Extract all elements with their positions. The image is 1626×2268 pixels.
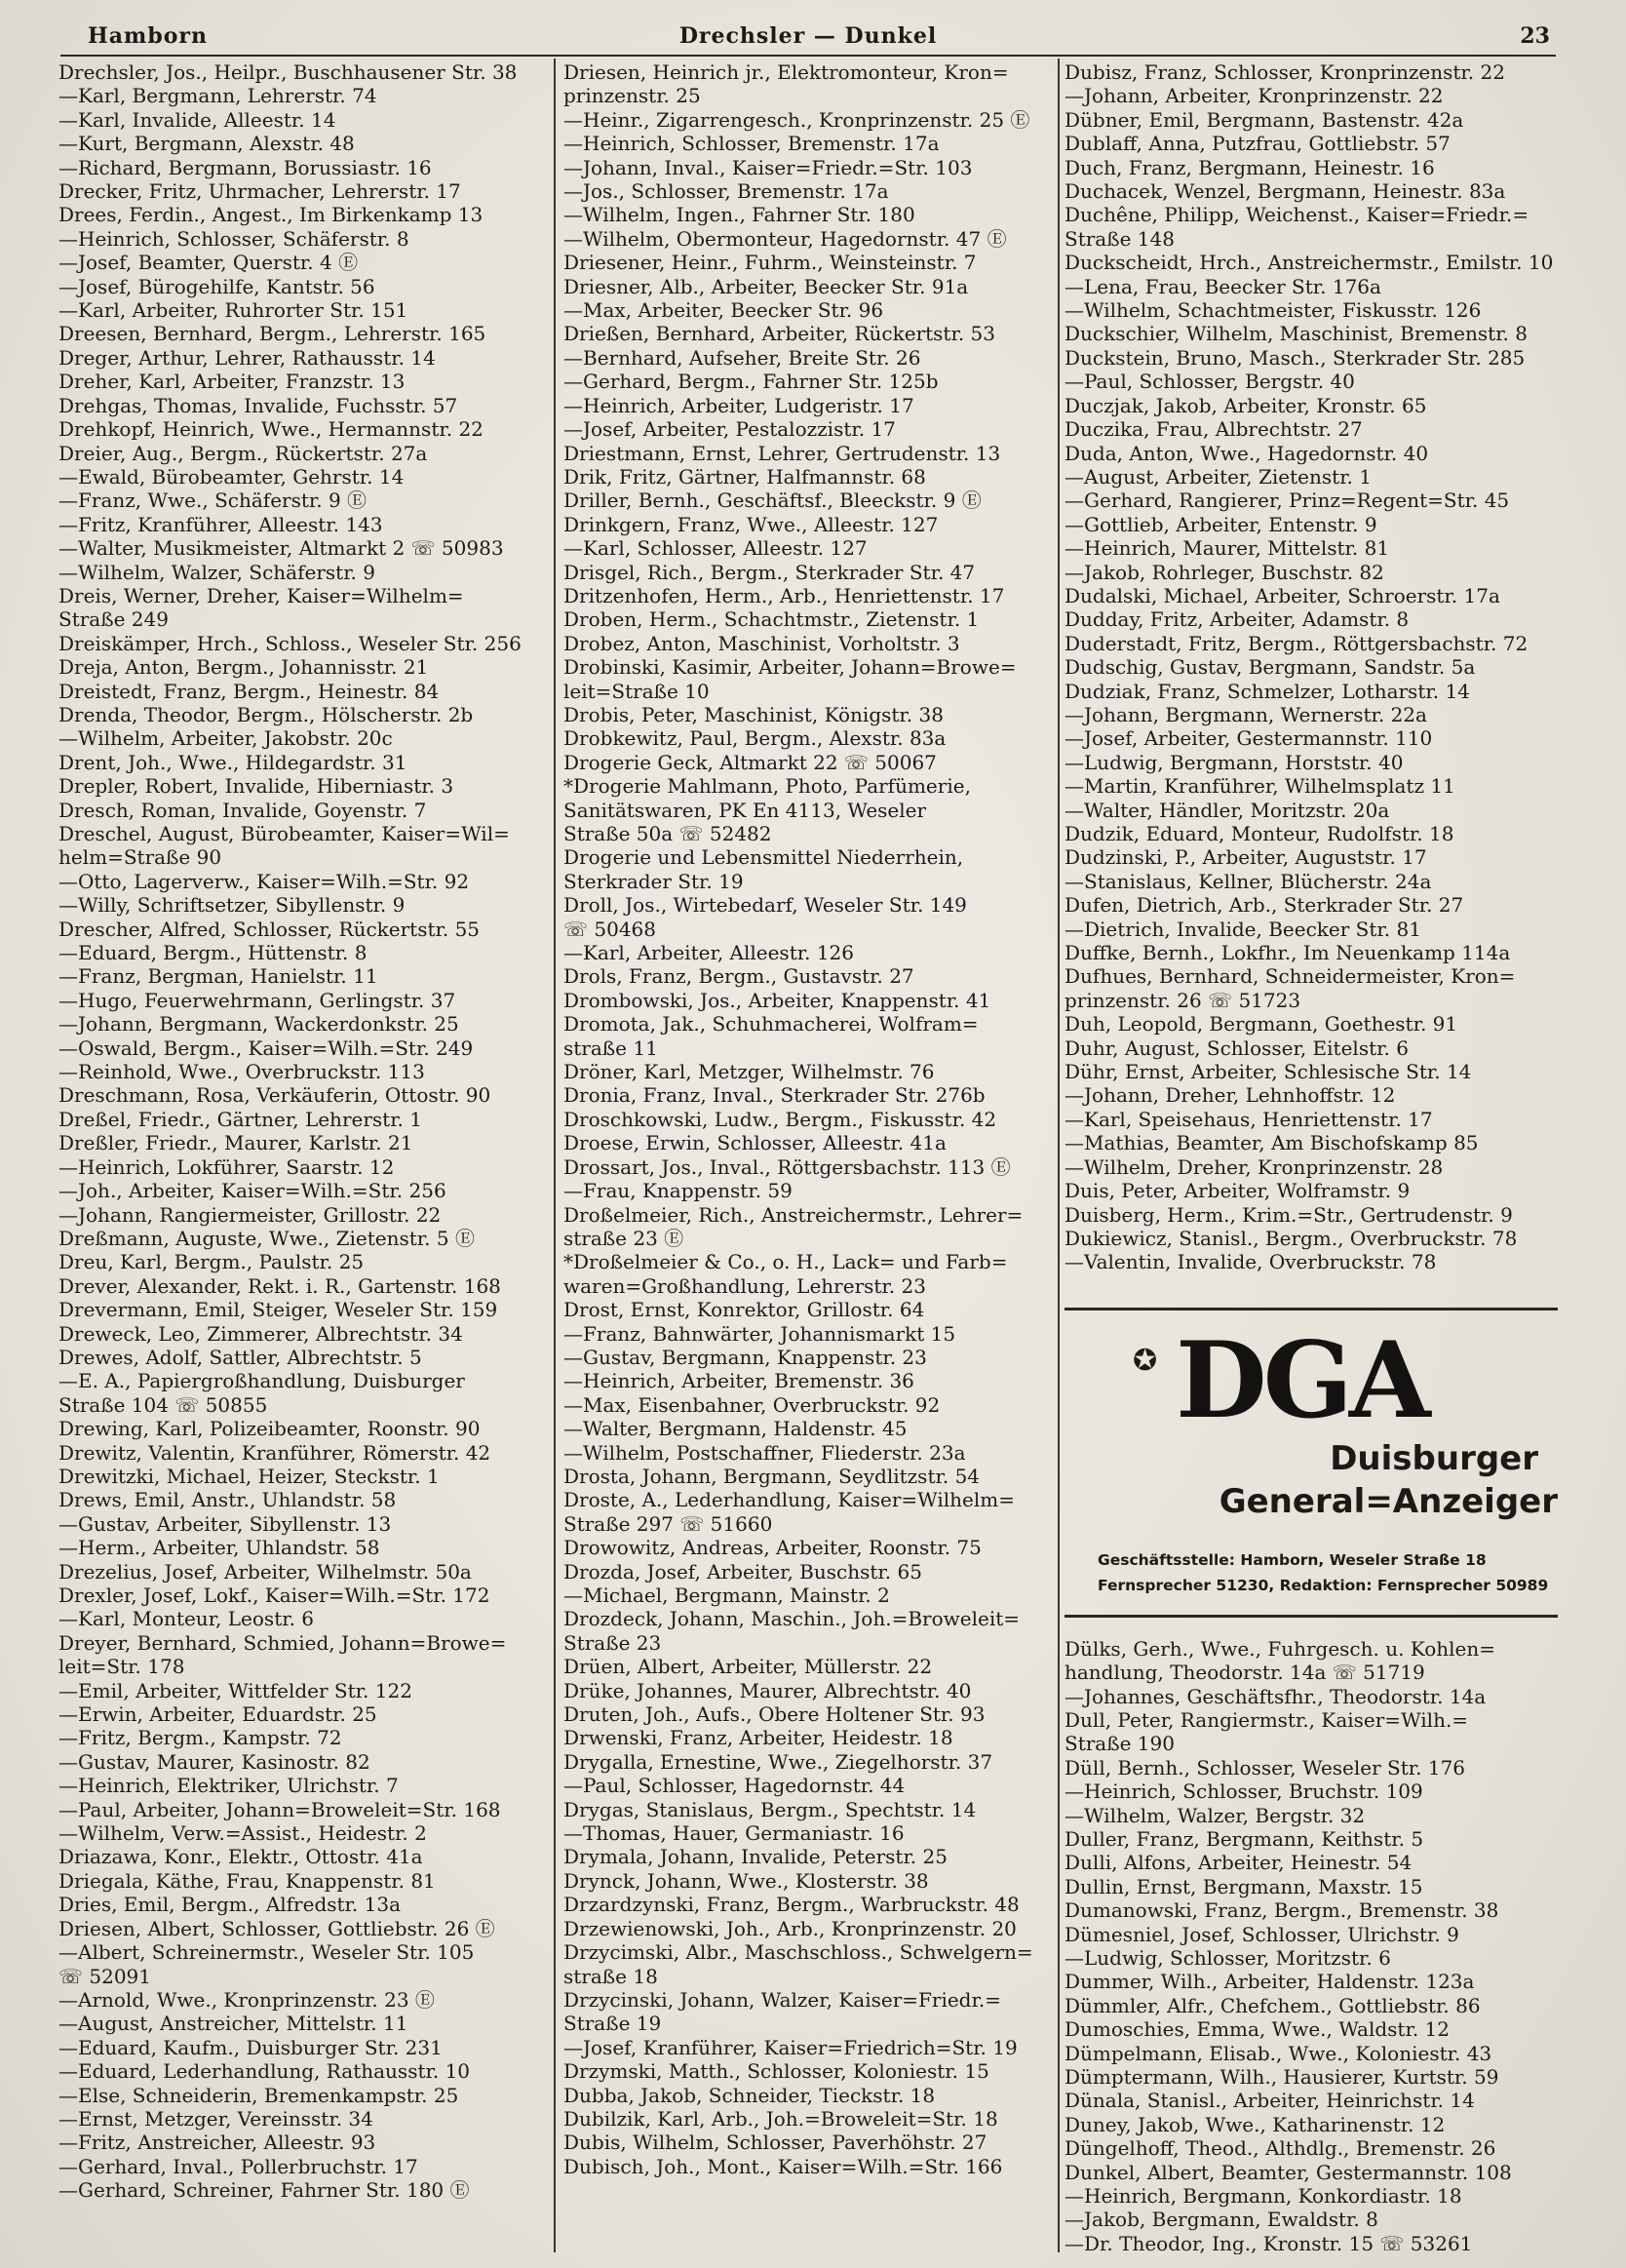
- directory-entry: —Wilhelm, Postschaffner, Fliederstr. 23a: [563, 1440, 966, 1465]
- directory-entry: Driazawa, Konr., Elektr., Ottostr. 41a: [58, 1845, 423, 1869]
- directory-entry: Drowowitz, Andreas, Arbeiter, Roonstr. 75: [563, 1536, 982, 1560]
- directory-entry: Straße 190: [1065, 1732, 1175, 1756]
- directory-entry: Dreweck, Leo, Zimmerer, Albrechtstr. 34: [58, 1321, 463, 1346]
- directory-entry: —Paul, Arbeiter, Johann=Broweleit=Str. 168: [58, 1797, 501, 1821]
- directory-entry: Straße 104 ☏ 50855: [58, 1392, 268, 1417]
- directory-entry: Drexler, Josef, Lokf., Kaiser=Wilh.=Str. 172: [58, 1584, 490, 1607]
- directory-entry: Droese, Erwin, Schlosser, Alleestr. 41a: [563, 1131, 947, 1155]
- directory-entry: —E. A., Papiergroßhandlung, Duisburger: [58, 1369, 465, 1393]
- directory-entry: —Walter, Musikmeister, Altmarkt 2 ☏ 50983: [58, 536, 504, 561]
- directory-entry: —Gerhard, Bergm., Fahrner Str. 125b: [563, 370, 939, 394]
- directory-entry: Dudschig, Gustav, Bergmann, Sandstr. 5a: [1065, 655, 1476, 680]
- directory-entry: Dreja, Anton, Bergm., Johannisstr. 21: [58, 655, 429, 680]
- directory-entry: Drols, Franz, Bergm., Gustavstr. 27: [563, 964, 914, 989]
- directory-entry: Dublaff, Anna, Putzfrau, Gottliebstr. 57: [1065, 132, 1451, 156]
- directory-entry: —Gustav, Maurer, Kasinostr. 82: [58, 1749, 370, 1774]
- directory-entry: Drost, Ernst, Konrektor, Grillostr. 64: [563, 1298, 925, 1322]
- directory-entry: —Josef, Arbeiter, Gestermannstr. 110: [1065, 726, 1433, 751]
- directory-entry: Duda, Anton, Wwe., Hagedornstr. 40: [1065, 441, 1429, 465]
- directory-entry: —Oswald, Bergm., Kaiser=Wilh.=Str. 249: [58, 1036, 474, 1060]
- directory-entry: Dröner, Karl, Metzger, Wilhelmstr. 76: [563, 1060, 935, 1084]
- directory-entry: —Eduard, Lederhandlung, Rathausstr. 10: [58, 2059, 471, 2084]
- directory-entry: Dronia, Franz, Inval., Sterkrader Str. 276b: [563, 1083, 986, 1108]
- directory-entry: —Heinrich, Arbeiter, Ludgeristr. 17: [563, 393, 914, 417]
- directory-entry: —Michael, Bergmann, Mainstr. 2: [563, 1584, 890, 1607]
- directory-entry: —Hugo, Feuerwehrmann, Gerlingstr. 37: [58, 988, 456, 1012]
- directory-entry: —Dietrich, Invalide, Beecker Str. 81: [1065, 917, 1421, 941]
- directory-entry: Duffke, Bernh., Lokfhr., Im Neuenkamp 114a: [1065, 941, 1511, 965]
- directory-entry: —Franz, Wwe., Schäferstr. 9 Ⓔ: [58, 489, 368, 513]
- directory-entry: —Karl, Speisehaus, Henriettenstr. 17: [1065, 1107, 1433, 1131]
- directory-entry: —Emil, Arbeiter, Wittfelder Str. 122: [58, 1678, 412, 1702]
- directory-entry: —Josef, Arbeiter, Pestalozzistr. 17: [563, 417, 896, 442]
- directory-entry: —Albert, Schreinermstr., Weseler Str. 105: [58, 1940, 475, 1965]
- directory-entry: —Karl, Invalide, Alleestr. 14: [58, 107, 336, 132]
- directory-entry: Dreistedt, Franz, Bergm., Heinestr. 84: [58, 679, 440, 703]
- directory-entry: —Heinrich, Bergmann, Konkordiastr. 18: [1065, 2184, 1462, 2209]
- page-header: [60, 21, 1556, 57]
- directory-entry: Dümptermann, Wilh., Hausierer, Kurtstr. 59: [1065, 2065, 1499, 2090]
- directory-entry: Dübner, Emil, Bergmann, Bastenstr. 42a: [1065, 107, 1464, 132]
- directory-entry: Dreyer, Bernhard, Schmied, Johann=Browe=: [58, 1630, 507, 1655]
- directory-entry: —Ludwig, Bergmann, Horststr. 40: [1065, 750, 1404, 774]
- directory-entry: Dülks, Gerh., Wwe., Fuhrgesch. u. Kohlen=: [1065, 1636, 1496, 1661]
- directory-entry: Dulli, Alfons, Arbeiter, Heinestr. 54: [1065, 1851, 1413, 1875]
- directory-entry: —Johann, Dreher, Lehnhoffstr. 12: [1065, 1083, 1396, 1108]
- directory-entry: —Ernst, Metzger, Vereinsstr. 34: [58, 2106, 373, 2131]
- ad-newspaper-name-2: General=Anzeiger: [1219, 1481, 1558, 1521]
- directory-entry: —Heinrich, Elektriker, Ulrichstr. 7: [58, 1774, 399, 1798]
- directory-entry: Dreger, Arthur, Lehrer, Rathausstr. 14: [58, 345, 436, 370]
- directory-entry: Dreßel, Friedr., Gärtner, Lehrerstr. 1: [58, 1107, 422, 1131]
- directory-entry: Dümpelmann, Elisab., Wwe., Koloniestr. 43: [1065, 2041, 1492, 2065]
- directory-entry: —Heinrich, Schlosser, Bruchstr. 109: [1065, 1779, 1423, 1804]
- directory-entry: —Joh., Arbeiter, Kaiser=Wilh.=Str. 256: [58, 1179, 446, 1203]
- directory-entry: straße 11: [563, 1036, 658, 1060]
- directory-entry: —August, Anstreicher, Mittelstr. 11: [58, 2012, 408, 2036]
- ad-office-address: Geschäftsstelle: Hamborn, Weseler Straße 18: [1098, 1550, 1487, 1569]
- directory-entry: —Gerhard, Schreiner, Fahrner Str. 180 Ⓔ: [58, 2178, 470, 2203]
- directory-entry: —Wilhelm, Walzer, Bergstr. 32: [1065, 1803, 1366, 1827]
- ad-logo: [1133, 1318, 1523, 1443]
- directory-entry: Dümmler, Alfr., Chefchem., Gottliebstr. 86: [1065, 1993, 1481, 2017]
- directory-entry: Duis, Peter, Arbeiter, Wolframstr. 9: [1065, 1179, 1411, 1203]
- directory-entry: —Gerhard, Rangierer, Prinz=Regent=Str. 45: [1065, 489, 1510, 513]
- directory-entry: Duckscheidt, Hrch., Anstreichermstr., Emilstr. 10: [1065, 251, 1554, 275]
- directory-entry: —Johann, Inval., Kaiser=Friedr.=Str. 103: [563, 155, 973, 179]
- directory-entry: Drynck, Johann, Wwe., Klosterstr. 38: [563, 1868, 929, 1893]
- directory-entry: Duney, Jakob, Wwe., Katharinenstr. 12: [1065, 2112, 1446, 2136]
- directory-entry: —Max, Eisenbahner, Overbruckstr. 92: [563, 1392, 941, 1417]
- directory-entry: —Karl, Schlosser, Alleestr. 127: [563, 536, 868, 561]
- directory-entry: Straße 23: [563, 1630, 662, 1655]
- directory-entry: Drews, Emil, Anstr., Uhlandstr. 58: [58, 1488, 397, 1512]
- directory-entry: —Kurt, Bergmann, Alexstr. 48: [58, 132, 355, 156]
- entries-bottom: [1065, 1637, 1558, 2254]
- directory-entry: —Richard, Bergmann, Borussiastr. 16: [58, 155, 432, 179]
- directory-entry: Driller, Bernh., Geschäftsf., Bleeckstr. 9 Ⓔ: [563, 489, 982, 513]
- directory-entry: *Drogerie Mahlmann, Photo, Parfümerie,: [563, 774, 971, 799]
- directory-entry: Drobis, Peter, Maschinist, Königstr. 38: [563, 702, 944, 726]
- directory-entry: —Johannes, Geschäftsfhr., Theodorstr. 14a: [1065, 1684, 1487, 1708]
- directory-entry: —Ewald, Bürobeamter, Gehrstr. 14: [58, 464, 405, 489]
- directory-entry: Straße 50a ☏ 52482: [563, 822, 772, 845]
- directory-entry: —Heinrich, Schlosser, Bremenstr. 17a: [563, 132, 940, 156]
- directory-entry: Dubba, Jakob, Schneider, Tieckstr. 18: [563, 2083, 936, 2107]
- directory-entry: —Jakob, Rohrleger, Buschstr. 82: [1065, 560, 1384, 584]
- directory-entry: Dünala, Stanisl., Arbeiter, Heinrichstr. 14: [1065, 2089, 1475, 2113]
- directory-entry: Dreher, Karl, Arbeiter, Franzstr. 13: [58, 370, 406, 394]
- directory-entry: —Josef, Bürogehilfe, Kantstr. 56: [58, 274, 375, 298]
- directory-entry: —Heinrich, Lokführer, Saarstr. 12: [58, 1154, 395, 1179]
- wreath-icon: ✪: [1133, 1343, 1158, 1378]
- directory-entry: Dumanowski, Franz, Bergm., Bremenstr. 38: [1065, 1898, 1499, 1923]
- directory-entry: Dreier, Aug., Bergm., Rückertstr. 27a: [58, 441, 428, 465]
- directory-entry: Dreis, Werner, Dreher, Kaiser=Wilhelm=: [58, 583, 464, 607]
- directory-entry: Drever, Alexander, Rekt. i. R., Gartenstr. 168: [58, 1273, 501, 1298]
- directory-entry: Droste, A., Lederhandlung, Kaiser=Wilhelm=: [563, 1488, 1015, 1512]
- directory-entry: Drymala, Johann, Invalide, Peterstr. 25: [563, 1845, 948, 1869]
- directory-entry: Drobez, Anton, Maschinist, Vorholtstr. 3: [563, 631, 960, 655]
- directory-entry: Drevermann, Emil, Steiger, Weseler Str. 159: [58, 1298, 498, 1322]
- directory-entry: Droßelmeier, Rich., Anstreichermstr., Lehrer=: [563, 1202, 1024, 1227]
- directory-entry: Dreschel, August, Bürobeamter, Kaiser=Wil=: [58, 822, 510, 845]
- directory-entry: —Wilhelm, Verw.=Assist., Heidestr. 2: [58, 1821, 427, 1846]
- directory-entry: waren=Großhandlung, Lehrerstr. 23: [563, 1273, 926, 1298]
- directory-entry: Drehgas, Thomas, Invalide, Fuchsstr. 57: [58, 393, 458, 417]
- directory-entry: Straße 297 ☏ 51660: [563, 1511, 773, 1536]
- directory-entry: Drinkgern, Franz, Wwe., Alleestr. 127: [563, 512, 939, 536]
- directory-entry: Duisberg, Herm., Krim.=Str., Gertrudenstr. 9: [1065, 1202, 1513, 1227]
- directory-entry: Dufen, Dietrich, Arb., Sterkrader Str. 27: [1065, 893, 1464, 918]
- directory-entry: —Heinrich, Arbeiter, Bremenstr. 36: [563, 1369, 914, 1393]
- directory-entry: Dubisz, Franz, Schlosser, Kronprinzenstr. 22: [1065, 60, 1505, 84]
- directory-entry: —Josef, Beamter, Querstr. 4 Ⓔ: [58, 251, 359, 275]
- directory-entry: —Mathias, Beamter, Am Bischofskamp 85: [1065, 1131, 1479, 1155]
- directory-entry: —Fritz, Anstreicher, Alleestr. 93: [58, 2131, 376, 2155]
- directory-entry: Drescher, Alfred, Schlosser, Rückertstr. 55: [58, 917, 481, 941]
- directory-entry: Dümesniel, Josef, Schlosser, Ulrichstr. 9: [1065, 1922, 1459, 1946]
- directory-entry: Driesen, Heinrich jr., Elektromonteur, Kron=: [563, 60, 1009, 84]
- directory-entry: —Valentin, Invalide, Overbruckstr. 78: [1065, 1250, 1437, 1274]
- directory-entry: —Eduard, Bergm., Hüttenstr. 8: [58, 941, 368, 965]
- directory-entry: Drogerie und Lebensmittel Niederrhein,: [563, 845, 964, 870]
- directory-entry: —Stanislaus, Kellner, Blücherstr. 24a: [1065, 869, 1432, 893]
- directory-entry: Drozdeck, Johann, Maschin., Joh.=Broweleit=: [563, 1607, 1021, 1631]
- directory-entry: Drzardzynski, Franz, Bergm., Warbruckstr. 48: [563, 1893, 1020, 1917]
- directory-entry: prinzenstr. 26 ☏ 51723: [1065, 988, 1301, 1012]
- directory-entry: Droben, Herm., Schachtmstr., Zietenstr. 1: [563, 607, 980, 632]
- directory-entry: —Wilhelm, Obermonteur, Hagedornstr. 47 Ⓔ: [563, 226, 1007, 251]
- directory-entry: —Wilhelm, Ingen., Fahrner Str. 180: [563, 203, 915, 227]
- directory-entry: —Walter, Bergmann, Haldenstr. 45: [563, 1417, 908, 1441]
- directory-entry: Drees, Ferdin., Angest., Im Birkenkamp 13: [58, 203, 484, 227]
- directory-entry: —Erwin, Arbeiter, Eduardstr. 25: [58, 1702, 377, 1727]
- directory-entry: Dunkel, Albert, Beamter, Gestermannstr. 108: [1065, 2160, 1512, 2184]
- directory-entry: —Ludwig, Schlosser, Moritzstr. 6: [1065, 1946, 1391, 1970]
- directory-entry: handlung, Theodorstr. 14a ☏ 51719: [1065, 1661, 1425, 1685]
- directory-entry: Duhr, August, Schlosser, Eitelstr. 6: [1065, 1036, 1409, 1060]
- directory-entry: Duderstadt, Fritz, Bergm., Röttgersbachstr. 72: [1065, 631, 1529, 655]
- directory-entry: Dresch, Roman, Invalide, Goyenstr. 7: [58, 798, 427, 822]
- directory-entry: —Wilhelm, Arbeiter, Jakobstr. 20c: [58, 726, 393, 751]
- directory-entry: Driesner, Alb., Arbeiter, Beecker Str. 91a: [563, 274, 969, 298]
- directory-entry: Duchêne, Philipp, Weichenst., Kaiser=Friedr.=: [1065, 203, 1529, 227]
- directory-entry: —Karl, Monteur, Leostr. 6: [58, 1607, 315, 1631]
- directory-entry: ☏ 50468: [563, 917, 656, 941]
- directory-entry: Sanitätswaren, PK En 4113, Weseler: [563, 798, 927, 822]
- directory-entry: —Eduard, Kaufm., Duisburger Str. 231: [58, 2035, 443, 2059]
- directory-entry: —Heinrich, Schlosser, Schäferstr. 8: [58, 226, 409, 251]
- directory-entry: —Frau, Knappenstr. 59: [563, 1179, 793, 1203]
- directory-entry: Drygalla, Ernestine, Wwe., Ziegelhorstr. 37: [563, 1749, 993, 1774]
- directory-entry: Drezelius, Josef, Arbeiter, Wilhelmstr. 50a: [58, 1559, 472, 1584]
- directory-entry: —Johann, Bergmann, Wernerstr. 22a: [1065, 702, 1427, 726]
- directory-entry: Dries, Emil, Bergm., Alfredstr. 13a: [58, 1893, 402, 1917]
- directory-entry: —Gerhard, Inval., Pollerbruchstr. 17: [58, 2154, 418, 2178]
- directory-entry: —Wilhelm, Walzer, Schäferstr. 9: [58, 560, 375, 584]
- directory-entry: —Karl, Bergmann, Lehrerstr. 74: [58, 84, 377, 108]
- directory-entry: Driegala, Käthe, Frau, Knappenstr. 81: [58, 1868, 436, 1893]
- page-number: 23: [1520, 23, 1550, 49]
- directory-entry: Straße 19: [563, 2012, 662, 2036]
- directory-entry: Dreiskämper, Hrch., Schloss., Weseler Str. 256: [58, 631, 522, 655]
- directory-entry: Drent, Joh., Wwe., Hildegardstr. 31: [58, 750, 407, 774]
- directory-entry: Drzycinski, Johann, Walzer, Kaiser=Friedr.=: [563, 1987, 1001, 2012]
- directory-entry: —Jos., Schlosser, Bremenstr. 17a: [563, 179, 889, 204]
- directory-entry: —Otto, Lagerverw., Kaiser=Wilh.=Str. 92: [58, 869, 470, 893]
- directory-entry: Dubis, Wilhelm, Schlosser, Paverhöhstr. 27: [563, 2131, 987, 2155]
- column-left: [58, 60, 544, 2254]
- directory-entry: Drzymski, Matth., Schlosser, Koloniestr. 15: [563, 2059, 989, 2084]
- directory-entry: —Heinr., Zigarrengesch., Kronprinzenstr. 25 Ⓔ: [563, 107, 1030, 132]
- directory-entry: —Lena, Frau, Beecker Str. 176a: [1065, 274, 1381, 298]
- directory-entry: —Reinhold, Wwe., Overbruckstr. 113: [58, 1060, 425, 1084]
- directory-entry: helm=Straße 90: [58, 845, 222, 870]
- directory-entry: Drüke, Johannes, Maurer, Albrechtstr. 40: [563, 1678, 972, 1702]
- directory-entry: —Karl, Arbeiter, Ruhrorter Str. 151: [58, 298, 408, 323]
- directory-entry: —Arnold, Wwe., Kronprinzenstr. 23 Ⓔ: [58, 1987, 435, 2012]
- directory-entry: Droll, Jos., Wirtebedarf, Weseler Str. 149: [563, 893, 967, 918]
- directory-entry: Drisgel, Rich., Bergm., Sterkrader Str. 47: [563, 560, 976, 584]
- directory-entry: Duch, Franz, Bergmann, Heinestr. 16: [1065, 155, 1435, 179]
- directory-entry: Drobinski, Kasimir, Arbeiter, Johann=Browe=: [563, 655, 1017, 680]
- directory-entry: Dullin, Ernst, Bergmann, Maxstr. 15: [1065, 1874, 1423, 1898]
- directory-entry: Drüen, Albert, Arbeiter, Müllerstr. 22: [563, 1655, 933, 1679]
- directory-entry: —Jakob, Bergmann, Ewaldstr. 8: [1065, 2208, 1378, 2232]
- directory-entry: leit=Str. 178: [58, 1655, 185, 1679]
- ad-phone-numbers: Fernsprecher 51230, Redaktion: Fernsprecher 50989: [1098, 1576, 1549, 1594]
- directory-entry: Driesen, Albert, Schlosser, Gottliebstr. 26 Ⓔ: [58, 1916, 495, 1940]
- directory-entry: Dudalski, Michael, Arbeiter, Schroerstr. 17a: [1065, 583, 1500, 607]
- directory-entry: —Johann, Rangiermeister, Grillostr. 22: [58, 1202, 442, 1227]
- directory-entry: ☏ 52091: [58, 1964, 151, 1988]
- directory-entry: Drobkewitz, Paul, Bergm., Alexstr. 83a: [563, 726, 947, 751]
- directory-entry: Drik, Fritz, Gärtner, Halfmannstr. 68: [563, 464, 926, 489]
- directory-entry: —Willy, Schriftsetzer, Sibyllenstr. 9: [58, 893, 406, 918]
- directory-entry: Dromota, Jak., Schuhmacherei, Wolfram=: [563, 1012, 979, 1036]
- directory-entry: Duczjak, Jakob, Arbeiter, Kronstr. 65: [1065, 393, 1427, 417]
- directory-entry: Drombowski, Jos., Arbeiter, Knappenstr. 41: [563, 988, 991, 1012]
- directory-entry: —Paul, Schlosser, Bergstr. 40: [1065, 370, 1355, 394]
- header-place: Hamborn: [88, 23, 208, 49]
- directory-entry: Dudzik, Eduard, Monteur, Rudolfstr. 18: [1065, 822, 1454, 845]
- directory-entry: Dummer, Wilh., Arbeiter, Haldenstr. 123a: [1065, 1970, 1475, 1994]
- directory-entry: Duczika, Frau, Albrechtstr. 27: [1065, 417, 1363, 442]
- directory-entry: —August, Arbeiter, Zietenstr. 1: [1065, 464, 1372, 489]
- directory-entry: *Droßelmeier & Co., o. H., Lack= und Farb=: [563, 1250, 1008, 1274]
- directory-entry: Drewing, Karl, Polizeibeamter, Roonstr. 90: [58, 1417, 481, 1441]
- directory-entry: Sterkrader Str. 19: [563, 869, 744, 893]
- directory-entry: —Karl, Arbeiter, Alleestr. 126: [563, 941, 854, 965]
- entries-top: [1065, 60, 1558, 1274]
- directory-entry: Drzycimski, Albr., Maschschloss., Schwelgern=: [563, 1940, 1033, 1965]
- directory-entry: Droschkowski, Ludw., Bergm., Fiskusstr. 42: [563, 1107, 997, 1131]
- directory-entry: Düll, Bernh., Schlosser, Weseler Str. 176: [1065, 1755, 1466, 1779]
- directory-entry: straße 18: [563, 1964, 658, 1988]
- directory-entry: Duckschier, Wilhelm, Maschinist, Bremenstr. 8: [1065, 322, 1528, 346]
- ad-newspaper-name-1: Duisburger: [1330, 1438, 1538, 1478]
- ad-logo-text: DGA: [1176, 1318, 1427, 1442]
- directory-entry: —Max, Arbeiter, Beecker Str. 96: [563, 298, 884, 323]
- directory-entry: —Fritz, Kranführer, Alleestr. 143: [58, 512, 383, 536]
- directory-entry: Driestmann, Ernst, Lehrer, Gertrudenstr. 13: [563, 441, 1001, 465]
- advertisement-dga: [1065, 1308, 1558, 1618]
- directory-entry: —Johann, Arbeiter, Kronprinzenstr. 22: [1065, 84, 1444, 108]
- directory-entry: Dubilzik, Karl, Arb., Joh.=Broweleit=Str. 18: [563, 2106, 998, 2131]
- directory-entry: Straße 249: [58, 607, 169, 632]
- directory-entry: Drogerie Geck, Altmarkt 22 ☏ 50067: [563, 750, 937, 774]
- directory-entry: —Paul, Schlosser, Hagedornstr. 44: [563, 1774, 906, 1798]
- directory-entry: —Gottlieb, Arbeiter, Entenstr. 9: [1065, 512, 1377, 536]
- directory-entry: —Else, Schneiderin, Bremenkampstr. 25: [58, 2083, 459, 2107]
- directory-entry: Dufhues, Bernhard, Schneidermeister, Kron=: [1065, 964, 1516, 989]
- directory-entry: —Thomas, Hauer, Germaniastr. 16: [563, 1821, 905, 1846]
- directory-entry: Drewes, Adolf, Sattler, Albrechtstr. 5: [58, 1345, 422, 1369]
- directory-entry: Dubisch, Joh., Mont., Kaiser=Wilh.=Str. 166: [563, 2154, 1003, 2178]
- directory-entry: Drehkopf, Heinrich, Wwe., Hermannstr. 22: [58, 417, 484, 442]
- column-divider: [1058, 59, 1060, 2252]
- directory-entry: —Wilhelm, Dreher, Kronprinzenstr. 28: [1065, 1154, 1444, 1179]
- directory-entry: Duckstein, Bruno, Masch., Sterkrader Str. 285: [1065, 345, 1526, 370]
- directory-entry: Dudzinski, P., Arbeiter, Auguststr. 17: [1065, 845, 1427, 870]
- directory-entry: —Walter, Händler, Moritzstr. 20a: [1065, 798, 1390, 822]
- directory-entry: Drzewienowski, Joh., Arb., Kronprinzenstr. 20: [563, 1916, 1017, 1940]
- directory-entry: —Franz, Bergman, Hanielstr. 11: [58, 964, 378, 989]
- directory-entry: —Gustav, Arbeiter, Sibyllenstr. 13: [58, 1511, 392, 1536]
- directory-entry: Drossart, Jos., Inval., Röttgersbachstr. 113 Ⓔ: [563, 1154, 1011, 1179]
- column-middle: [563, 60, 1051, 2254]
- directory-entry: Dumoschies, Emma, Wwe., Waldstr. 12: [1065, 2017, 1450, 2042]
- directory-entry: Dudday, Fritz, Arbeiter, Adamstr. 8: [1065, 607, 1410, 632]
- directory-entry: Drozda, Josef, Arbeiter, Buschstr. 65: [563, 1559, 922, 1584]
- directory-entry: Dreschmann, Rosa, Verkäuferin, Ottostr. 90: [58, 1083, 491, 1108]
- directory-entry: —Dr. Theodor, Ing., Kronstr. 15 ☏ 53261: [1065, 2231, 1473, 2254]
- directory-entry: Dudziak, Franz, Schmelzer, Lotharstr. 14: [1065, 679, 1470, 703]
- directory-entry: leit=Straße 10: [563, 679, 710, 703]
- directory-entry: Drwenski, Franz, Arbeiter, Heidestr. 18: [563, 1726, 953, 1750]
- directory-entry: Druten, Joh., Aufs., Obere Holtener Str. 93: [563, 1702, 986, 1727]
- directory-entry: straße 23 Ⓔ: [563, 1226, 684, 1250]
- directory-entry: Duh, Leopold, Bergmann, Goethestr. 91: [1065, 1012, 1458, 1036]
- directory-entry: Drepler, Robert, Invalide, Hiberniastr. 3: [58, 774, 454, 799]
- directory-entry: Dukiewicz, Stanisl., Bergm., Overbruckstr. 78: [1065, 1226, 1518, 1250]
- directory-entry: —Johann, Bergmann, Wackerdonkstr. 25: [58, 1012, 459, 1036]
- directory-entry: Drießen, Bernhard, Arbeiter, Rückertstr. 53: [563, 322, 995, 346]
- directory-entry: —Gustav, Bergmann, Knappenstr. 23: [563, 1345, 927, 1369]
- directory-entry: —Herm., Arbeiter, Uhlandstr. 58: [58, 1536, 380, 1560]
- directory-entry: Dühr, Ernst, Arbeiter, Schlesische Str. 14: [1065, 1060, 1472, 1084]
- directory-entry: —Bernhard, Aufseher, Breite Str. 26: [563, 345, 921, 370]
- directory-entry: —Fritz, Bergm., Kampstr. 72: [58, 1726, 342, 1750]
- directory-entry: Drewitz, Valentin, Kranführer, Römerstr. 42: [58, 1440, 491, 1465]
- directory-entry: —Franz, Bahnwärter, Johannismarkt 15: [563, 1321, 956, 1346]
- directory-entry: —Wilhelm, Schachtmeister, Fiskusstr. 126: [1065, 298, 1482, 323]
- directory-entry: Dreu, Karl, Bergm., Paulstr. 25: [58, 1250, 365, 1274]
- directory-entry: —Josef, Kranführer, Kaiser=Friedrich=Str. 19: [563, 2035, 1018, 2059]
- directory-entry: prinzenstr. 25: [563, 84, 701, 108]
- directory-entry: Driesener, Heinr., Fuhrm., Weinsteinstr. 7: [563, 251, 977, 275]
- directory-entry: Dreesen, Bernhard, Bergm., Lehrerstr. 165: [58, 322, 486, 346]
- directory-entry: Straße 148: [1065, 226, 1175, 251]
- directory-entry: —Martin, Kranführer, Wilhelmsplatz 11: [1065, 774, 1455, 799]
- directory-entry: Dreßmann, Auguste, Wwe., Zietenstr. 5 Ⓔ: [58, 1226, 475, 1250]
- directory-entry: Drechsler, Jos., Heilpr., Buschhausener Str. 38: [58, 60, 518, 84]
- directory-entry: Dull, Peter, Rangiermstr., Kaiser=Wilh.=: [1065, 1707, 1469, 1732]
- directory-entry: Duller, Franz, Bergmann, Keithstr. 5: [1065, 1826, 1424, 1851]
- directory-entry: Dreßler, Friedr., Maurer, Karlstr. 21: [58, 1131, 413, 1155]
- header-range: Drechsler — Dunkel: [678, 23, 938, 49]
- directory-entry: Drenda, Theodor, Bergm., Hölscherstr. 2b: [58, 702, 474, 726]
- directory-entry: Drosta, Johann, Bergmann, Seydlitzstr. 54: [563, 1464, 981, 1488]
- directory-entry: Düngelhoff, Theod., Althdlg., Bremenstr. 26: [1065, 2136, 1496, 2161]
- column-right: [1065, 60, 1558, 2254]
- directory-entry: Drewitzki, Michael, Heizer, Steckstr. 1: [58, 1464, 440, 1488]
- directory-entry: Dritzenhofen, Herm., Arb., Henriettenstr. 17: [563, 583, 1005, 607]
- column-divider: [554, 59, 556, 2252]
- directory-entry: Drygas, Stanislaus, Bergm., Spechtstr. 14: [563, 1797, 977, 1821]
- directory-entry: Drecker, Fritz, Uhrmacher, Lehrerstr. 17: [58, 179, 461, 204]
- directory-entry: —Heinrich, Maurer, Mittelstr. 81: [1065, 536, 1390, 561]
- directory-entry: Duchacek, Wenzel, Bergmann, Heinestr. 83a: [1065, 179, 1506, 204]
